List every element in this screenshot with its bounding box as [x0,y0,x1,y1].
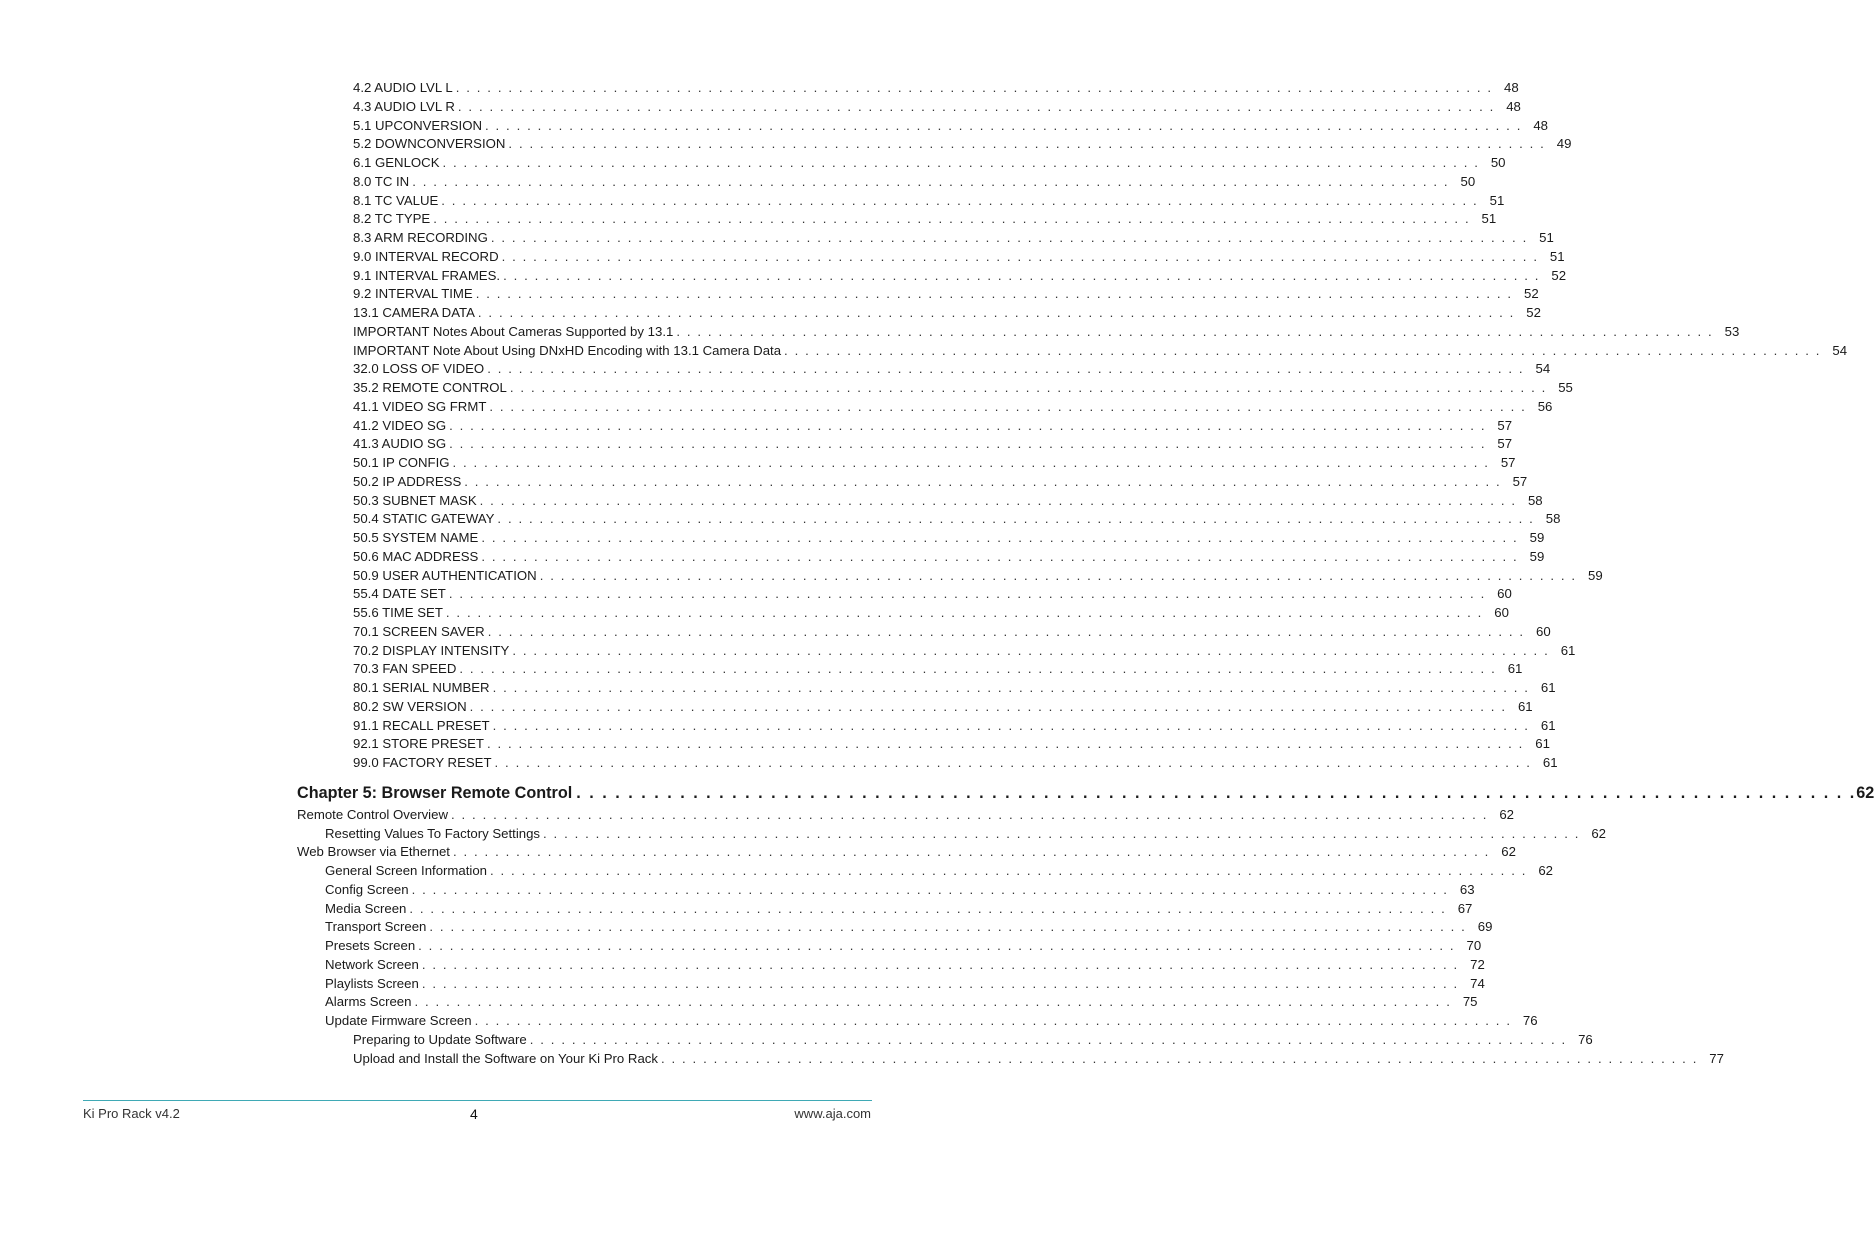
toc-section-upper [0,79,1848,773]
toc-entry-page: 61 [1560,642,1576,658]
toc-entry-page: 49 [1556,136,1572,152]
toc-entry-title: 80.2 SW VERSION [353,698,470,717]
toc-entry-page: 53 [1724,323,1740,339]
toc-entry-title: 8.3 ARM RECORDING [353,229,491,248]
toc-entry[interactable] [325,1012,1538,1031]
toc-entry[interactable] [325,993,1478,1012]
dot-leader: . . . . . . . . . . . . . . . . . . . . . . . . . . . . . . . . . . . . . . . . . . . . . . . . . . . . . . . . . . . . . . . . . . . . . . . . . . . . . . . . . . . . . . . . . . . . . . . . . . . [459,661,1497,677]
toc-entry-page: 60 [1536,623,1551,639]
toc-entry-title: 9.1 INTERVAL FRAMES. [353,267,503,286]
toc-entry-title: Media Screen [325,900,409,919]
toc-entry-page: 62 [1591,825,1607,841]
toc-entry-title: 41.1 VIDEO SG FRMT [353,398,489,417]
toc-entry-page: 48 [1533,117,1548,133]
toc-chapter-heading[interactable] [297,780,1874,806]
toc-entry-title: 13.1 CAMERA DATA [353,304,478,323]
footer-rule [83,1100,872,1101]
dot-leader: . . . . . . . . . . . . . . . . . . . . . . . . . . . . . . . . . . . . . . . . . . . . . . . . . . . . . . . . . . . . . . . . . . . . . . . . . . . . . . . . . . . . . . . . . . . . . . . . . . . [509,380,1547,395]
toc-entry-title: 9.2 INTERVAL TIME [353,285,476,304]
dot-leader: . . . . . . . . . . . . . . . . . . . . . . . . . . . . . . . . . . . . . . . . . . . . . . . . . . . . . . . . . . . . . . . . . . . . . . . . . . . . . . . . . . . . . . . . . . . . . . . . . . . [576,783,1857,802]
toc-entry[interactable] [353,173,1476,192]
toc-entry-title: General Screen Information [325,862,490,881]
dot-leader: . . . . . . . . . . . . . . . . . . . . . . . . . . . . . . . . . . . . . . . . . . . . . . . . . . . . . . . . . . . . . . . . . . . . . . . . . . . . . . . . . . . . . . . . . . . . . . . . . . . [486,736,1524,752]
toc-entry[interactable] [353,642,1576,661]
toc-entry-page: 57 [1500,455,1516,470]
dot-leader: . . . . . . . . . . . . . . . . . . . . . . . . . . . . . . . . . . . . . . . . . . . . . . . . . . . . . . . . . . . . . . . . . . . . . . . . . . . . . . . . . . . . . . . . . . . . . . . . . . . [492,717,1530,733]
dot-leader: . . . . . . . . . . . . . . . . . . . . . . . . . . . . . . . . . . . . . . . . . . . . . . . . . . . . . . . . . . . . . . . . . . . . . . . . . . . . . . . . . . . . . . . . . . . . . . . . . . . [529,1031,1567,1047]
toc-entry-title: 50.2 IP ADDRESS [353,473,464,492]
toc-entry-page: 61 [1542,755,1558,770]
dot-leader: . . . . . . . . . . . . . . . . . . . . . . . . . . . . . . . . . . . . . . . . . . . . . . . . . . . . . . . . . . . . . . . . . . . . . . . . . . . . . . . . . . . . . . . . . . . . . . . . . . . [433,211,1471,227]
toc-entry-page: 51 [1539,230,1554,245]
dot-leader: . . . . . . . . . . . . . . . . . . . . . . . . . . . . . . . . . . . . . . . . . . . . . . . . . . . . . . . . . . . . . . . . . . . . . . . . . . . . . . . . . . . . . . . . . . . . . . . . . . . [503,267,1541,283]
toc-entry-page: 62 [1538,863,1553,878]
toc-entry[interactable] [353,192,1505,211]
dot-leader: . . . . . . . . . . . . . . . . . . . . . . . . . . . . . . . . . . . . . . . . . . . . . . . . . . . . . . . . . . . . . . . . . . . . . . . . . . . . . . . . . . . . . . . . . . . . . . . . . . . [508,136,1546,152]
toc-entry-page: 62 [1499,806,1514,822]
toc-entry[interactable] [353,698,1533,717]
dot-leader: . . . . . . . . . . . . . . . . . . . . . . . . . . . . . . . . . . . . . . . . . . . . . . . . . . . . . . . . . . . . . . . . . . . . . . . . . . . . . . . . . . . . . . . . . . . . . . . . . . . [445,605,1483,620]
dot-leader: . . . . . . . . . . . . . . . . . . . . . . . . . . . . . . . . . . . . . . . . . . . . . . . . . . . . . . . . . . . . . . . . . . . . . . . . . . . . . . . . . . . . . . . . . . . . . . . . . . . [421,975,1459,991]
toc-entry[interactable] [353,623,1551,642]
toc-entry-title: 50.9 USER AUTHENTICATION [353,567,540,586]
toc-entry-title: 80.1 SERIAL NUMBER [353,679,493,698]
toc-entry-title: Network Screen [325,956,422,975]
dot-leader: . . . . . . . . . . . . . . . . . . . . . . . . . . . . . . . . . . . . . . . . . . . . . . . . . . . . . . . . . . . . . . . . . . . . . . . . . . . . . . . . . . . . . . . . . . . . . . . . . . . [479,492,1517,508]
toc-entry[interactable] [353,248,1565,267]
dot-leader: . . . . . . . . . . . . . . . . . . . . . . . . . . . . . . . . . . . . . . . . . . . . . . . . . . . . . . . . . . . . . . . . . . . . . . . . . . . . . . . . . . . . . . . . . . . . . . . . . . . [539,567,1577,583]
dot-leader: . . . . . . . . . . . . . . . . . . . . . . . . . . . . . . . . . . . . . . . . . . . . . . . . . . . . . . . . . . . . . . . . . . . . . . . . . . . . . . . . . . . . . . . . . . . . . . . . . . . [487,623,1525,639]
toc-entry[interactable] [353,717,1556,736]
dot-leader: . . . . . . . . . . . . . . . . . . . . . . . . . . . . . . . . . . . . . . . . . . . . . . . . . . . . . . . . . . . . . . . . . . . . . . . . . . . . . . . . . . . . . . . . . . . . . . . . . . . [429,919,1467,935]
toc-entry[interactable] [353,529,1545,548]
toc-entry-title: IMPORTANT Note About Using DNxHD Encoding with 13.1 Camera Data [353,342,784,361]
dot-leader: . . . . . . . . . . . . . . . . . . . . . . . . . . . . . . . . . . . . . . . . . . . . . . . . . . . . . . . . . . . . . . . . . . . . . . . . . . . . . . . . . . . . . . . . . . . . . . . . . . . [452,455,1490,470]
toc-entry[interactable] [353,735,1550,754]
dot-leader: . . . . . . . . . . . . . . . . . . . . . . . . . . . . . . . . . . . . . . . . . . . . . . . . . . . . . . . . . . . . . . . . . . . . . . . . . . . . . . . . . . . . . . . . . . . . . . . . . . . [489,398,1527,414]
toc-entry-title: 55.4 DATE SET [353,585,449,604]
dot-leader: . . . . . . . . . . . . . . . . . . . . . . . . . . . . . . . . . . . . . . . . . . . . . . . . . . . . . . . . . . . . . . . . . . . . . . . . . . . . . . . . . . . . . . . . . . . . . . . . . . . [484,117,1522,133]
toc-entry-page: 52 [1526,305,1541,320]
toc-entry-page: 54 [1535,361,1551,377]
dot-leader: . . . . . . . . . . . . . . . . . . . . . . . . . . . . . . . . . . . . . . . . . . . . . . . . . . . . . . . . . . . . . . . . . . . . . . . . . . . . . . . . . . . . . . . . . . . . . . . . . . . [464,473,1502,489]
toc-entry[interactable] [353,454,1516,473]
dot-leader: . . . . . . . . . . . . . . . . . . . . . . . . . . . . . . . . . . . . . . . . . . . . . . . . . . . . . . . . . . . . . . . . . . . . . . . . . . . . . . . . . . . . . . . . . . . . . . . . . . . [492,680,1530,695]
dot-leader: . . . . . . . . . . . . . . . . . . . . . . . . . . . . . . . . . . . . . . . . . . . . . . . . . . . . . . . . . . . . . . . . . . . . . . . . . . . . . . . . . . . . . . . . . . . . . . . . . . . [469,698,1507,714]
toc-entry-page: 72 [1470,956,1485,972]
toc-entry-page: 76 [1578,1031,1593,1047]
toc-entry-title: 50.4 STATIC GATEWAY [353,510,497,529]
footer-product: Ki Pro Rack v4.2 [83,1106,180,1121]
toc-entry[interactable] [353,548,1545,567]
toc-entry-title: 4.3 AUDIO LVL R [353,98,458,117]
dot-leader: . . . . . . . . . . . . . . . . . . . . . . . . . . . . . . . . . . . . . . . . . . . . . . . . . . . . . . . . . . . . . . . . . . . . . . . . . . . . . . . . . . . . . . . . . . . . . . . . . . . [497,511,1535,527]
toc-entry-page: 52 [1551,267,1567,283]
dot-leader: . . . . . . . . . . . . . . . . . . . . . . . . . . . . . . . . . . . . . . . . . . . . . . . . . . . . . . . . . . . . . . . . . . . . . . . . . . . . . . . . . . . . . . . . . . . . . . . . . . . [494,755,1532,770]
dot-leader: . . . . . . . . . . . . . . . . . . . . . . . . . . . . . . . . . . . . . . . . . . . . . . . . . . . . . . . . . . . . . . . . . . . . . . . . . . . . . . . . . . . . . . . . . . . . . . . . . . . [660,1050,1698,1066]
toc-entry-title: 35.2 REMOTE CONTROL [353,379,510,398]
toc-entry[interactable] [353,98,1521,117]
toc-entry-page: 58 [1527,492,1543,508]
toc-entry[interactable] [353,604,1509,623]
toc-entry-page: 56 [1537,398,1553,414]
dot-leader: . . . . . . . . . . . . . . . . . . . . . . . . . . . . . . . . . . . . . . . . . . . . . . . . . . . . . . . . . . . . . . . . . . . . . . . . . . . . . . . . . . . . . . . . . . . . . . . . . . . [418,938,1456,953]
dot-leader: . . . . . . . . . . . . . . . . . . . . . . . . . . . . . . . . . . . . . . . . . . . . . . . . . . . . . . . . . . . . . . . . . . . . . . . . . . . . . . . . . . . . . . . . . . . . . . . . . . . [452,844,1490,860]
table-of-contents [0,79,1874,1068]
toc-entry[interactable] [353,398,1553,417]
toc-entry-title: IMPORTANT Notes About Cameras Supported by 13.1 [353,323,676,342]
dot-leader: . . . . . . . . . . . . . . . . . . . . . . . . . . . . . . . . . . . . . . . . . . . . . . . . . . . . . . . . . . . . . . . . . . . . . . . . . . . . . . . . . . . . . . . . . . . . . . . . . . . [409,900,1447,916]
toc-entry-title: 41.2 VIDEO SG [353,417,449,436]
toc-entry-title: Config Screen [325,881,412,900]
toc-entry[interactable] [353,323,1740,342]
dot-leader: . . . . . . . . . . . . . . . . . . . . . . . . . . . . . . . . . . . . . . . . . . . . . . . . . . . . . . . . . . . . . . . . . . . . . . . . . . . . . . . . . . . . . . . . . . . . . . . . . . . [490,230,1528,245]
toc-entry[interactable] [353,117,1548,136]
toc-entry-page: 69 [1477,919,1493,935]
toc-entry-page: 61 [1540,717,1556,733]
toc-entry-page: 48 [1504,80,1519,95]
toc-entry[interactable] [297,843,1516,862]
toc-entry-page: 57 [1512,473,1528,489]
toc-entry-page: 59 [1529,548,1545,564]
dot-leader: . . . . . . . . . . . . . . . . . . . . . . . . . . . . . . . . . . . . . . . . . . . . . . . . . . . . . . . . . . . . . . . . . . . . . . . . . . . . . . . . . . . . . . . . . . . . . . . . . . . [450,806,1488,822]
toc-entry-page: 74 [1470,975,1485,991]
toc-entry[interactable] [325,975,1485,994]
toc-entry[interactable] [353,417,1513,436]
dot-leader: . . . . . . . . . . . . . . . . . . . . . . . . . . . . . . . . . . . . . . . . . . . . . . . . . . . . . . . . . . . . . . . . . . . . . . . . . . . . . . . . . . . . . . . . . . . . . . . . . . . [411,881,1449,897]
toc-entry-page: 50 [1460,173,1476,189]
toc-entry[interactable] [353,210,1497,229]
toc-entry-page: 67 [1457,900,1473,916]
dot-leader: . . . . . . . . . . . . . . . . . . . . . . . . . . . . . . . . . . . . . . . . . . . . . . . . . . . . . . . . . . . . . . . . . . . . . . . . . . . . . . . . . . . . . . . . . . . . . . . . . . . [784,342,1822,358]
toc-entry-page: 60 [1494,605,1509,620]
toc-entry[interactable] [353,79,1519,98]
toc-entry-title: 41.3 AUDIO SG [353,435,449,454]
toc-entry[interactable] [353,585,1512,604]
toc-entry-title: 9.0 INTERVAL RECORD [353,248,502,267]
toc-entry[interactable] [325,881,1475,900]
dot-leader: . . . . . . . . . . . . . . . . . . . . . . . . . . . . . . . . . . . . . . . . . . . . . . . . . . . . . . . . . . . . . . . . . . . . . . . . . . . . . . . . . . . . . . . . . . . . . . . . . . . [676,323,1714,339]
toc-entry-title: 70.2 DISPLAY INTENSITY [353,642,512,661]
dot-leader: . . . . . . . . . . . . . . . . . . . . . . . . . . . . . . . . . . . . . . . . . . . . . . . . . . . . . . . . . . . . . . . . . . . . . . . . . . . . . . . . . . . . . . . . . . . . . . . . . . . [449,436,1487,452]
toc-entry-page: 60 [1497,586,1512,602]
toc-entry-title: Transport Screen [325,918,429,937]
toc-entry[interactable] [325,937,1482,956]
dot-leader: . . . . . . . . . . . . . . . . . . . . . . . . . . . . . . . . . . . . . . . . . . . . . . . . . . . . . . . . . . . . . . . . . . . . . . . . . . . . . . . . . . . . . . . . . . . . . . . . . . . [490,863,1527,878]
toc-entry-title: 5.2 DOWNCONVERSION [353,135,508,154]
toc-entry[interactable] [297,806,1514,825]
toc-entry[interactable] [353,360,1551,379]
toc-entry[interactable] [353,492,1543,511]
toc-entry-title: 50.3 SUBNET MASK [353,492,480,511]
toc-entry-title: Playlists Screen [325,975,422,994]
toc-entry[interactable] [353,267,1567,286]
toc-entry-title: 55.6 TIME SET [353,604,446,623]
toc-entry[interactable] [353,473,1528,492]
toc-entry[interactable] [353,285,1539,304]
dot-leader: . . . . . . . . . . . . . . . . . . . . . . . . . . . . . . . . . . . . . . . . . . . . . . . . . . . . . . . . . . . . . . . . . . . . . . . . . . . . . . . . . . . . . . . . . . . . . . . . . . . [477,305,1515,320]
toc-entry[interactable] [353,510,1561,529]
toc-entry[interactable] [353,660,1523,679]
toc-entry-page: 77 [1709,1050,1724,1066]
toc-entry-title: Presets Screen [325,937,418,956]
toc-entry-title: 8.0 TC IN [353,173,412,192]
toc-entry-page: 76 [1522,1013,1538,1028]
toc-entry-title: Web Browser via Ethernet [297,843,453,862]
chapter-title: Chapter 5: Browser Remote Control [297,783,573,802]
toc-section-lower [0,806,1724,1069]
toc-entry-title: 32.0 LOSS OF VIDEO [353,360,487,379]
footer-website: www.aja.com [794,1106,871,1121]
toc-entry-title: 50.1 IP CONFIG [353,454,453,473]
toc-entry-page: 61 [1540,680,1556,695]
toc-entry-page: 57 [1497,436,1513,452]
toc-entry[interactable] [353,304,1541,323]
dot-leader: . . . . . . . . . . . . . . . . . . . . . . . . . . . . . . . . . . . . . . . . . . . . . . . . . . . . . . . . . . . . . . . . . . . . . . . . . . . . . . . . . . . . . . . . . . . . . . . . . . . [448,586,1486,602]
toc-entry[interactable] [325,956,1485,975]
toc-entry-page: 59 [1529,530,1545,545]
toc-entry-page: 70 [1466,938,1482,953]
toc-entry[interactable] [353,229,1554,248]
toc-entry[interactable] [325,918,1493,937]
toc-entry[interactable] [325,900,1473,919]
toc-entry[interactable] [325,825,1607,844]
toc-entry-title: 8.2 TC TYPE [353,210,433,229]
toc-entry[interactable] [353,135,1572,154]
dot-leader: . . . . . . . . . . . . . . . . . . . . . . . . . . . . . . . . . . . . . . . . . . . . . . . . . . . . . . . . . . . . . . . . . . . . . . . . . . . . . . . . . . . . . . . . . . . . . . . . . . . [481,530,1519,545]
dot-leader: . . . . . . . . . . . . . . . . . . . . . . . . . . . . . . . . . . . . . . . . . . . . . . . . . . . . . . . . . . . . . . . . . . . . . . . . . . . . . . . . . . . . . . . . . . . . . . . . . . . [449,417,1487,433]
dot-leader: . . . . . . . . . . . . . . . . . . . . . . . . . . . . . . . . . . . . . . . . . . . . . . . . . . . . . . . . . . . . . . . . . . . . . . . . . . . . . . . . . . . . . . . . . . . . . . . . . . . [455,80,1493,95]
toc-entry-page: 62 [1501,844,1516,860]
toc-entry-title: 92.1 STORE PRESET [353,735,487,754]
toc-entry-page: 59 [1588,567,1603,583]
dot-leader: . . . . . . . . . . . . . . . . . . . . . . . . . . . . . . . . . . . . . . . . . . . . . . . . . . . . . . . . . . . . . . . . . . . . . . . . . . . . . . . . . . . . . . . . . . . . . . . . . . . [442,155,1480,170]
toc-entry-page: 55 [1558,380,1573,395]
toc-entry-title: Alarms Screen [325,993,414,1012]
toc-entry[interactable] [353,1031,1593,1050]
toc-entry-title: 6.1 GENLOCK [353,154,443,173]
toc-entry-page: 52 [1524,286,1539,302]
toc-entry-title: 5.1 UPCONVERSION [353,117,485,136]
toc-entry-title: Update Firmware Screen [325,1012,475,1031]
toc-entry-title: Resetting Values To Factory Settings [325,825,543,844]
toc-entry-title: 4.2 AUDIO LVL L [353,79,456,98]
toc-entry-title: 50.5 SYSTEM NAME [353,529,481,548]
footer-page-number: 4 [470,1106,478,1122]
toc-entry-title: 99.0 FACTORY RESET [353,754,495,773]
toc-entry[interactable] [353,435,1513,454]
dot-leader: . . . . . . . . . . . . . . . . . . . . . . . . . . . . . . . . . . . . . . . . . . . . . . . . . . . . . . . . . . . . . . . . . . . . . . . . . . . . . . . . . . . . . . . . . . . . . . . . . . . [421,956,1459,972]
toc-entry[interactable] [353,154,1506,173]
toc-entry-page: 61 [1517,698,1533,714]
toc-entry[interactable] [353,379,1573,398]
toc-entry-title: Preparing to Update Software [353,1031,530,1050]
toc-entry-title: 91.1 RECALL PRESET [353,717,493,736]
toc-entry-page: 50 [1490,155,1506,170]
toc-entry-title: 50.6 MAC ADDRESS [353,548,481,567]
toc-entry[interactable] [353,1050,1724,1069]
dot-leader: . . . . . . . . . . . . . . . . . . . . . . . . . . . . . . . . . . . . . . . . . . . . . . . . . . . . . . . . . . . . . . . . . . . . . . . . . . . . . . . . . . . . . . . . . . . . . . . . . . . [501,248,1539,264]
toc-entry-page: 58 [1545,511,1561,527]
toc-entry-page: 51 [1489,192,1505,208]
dot-leader: . . . . . . . . . . . . . . . . . . . . . . . . . . . . . . . . . . . . . . . . . . . . . . . . . . . . . . . . . . . . . . . . . . . . . . . . . . . . . . . . . . . . . . . . . . . . . . . . . . . [475,286,1513,302]
dot-leader: . . . . . . . . . . . . . . . . . . . . . . . . . . . . . . . . . . . . . . . . . . . . . . . . . . . . . . . . . . . . . . . . . . . . . . . . . . . . . . . . . . . . . . . . . . . . . . . . . . . [487,361,1525,377]
toc-entry-page: 51 [1549,248,1565,264]
toc-entry-page: 63 [1459,881,1475,897]
toc-entry-title: Upload and Install the Software on Your Ki Pro Rack [353,1050,661,1069]
toc-entry-title: Remote Control Overview [297,806,451,825]
toc-entry-page: 61 [1535,736,1550,752]
toc-entry-title: 70.3 FAN SPEED [353,660,459,679]
dot-leader: . . . . . . . . . . . . . . . . . . . . . . . . . . . . . . . . . . . . . . . . . . . . . . . . . . . . . . . . . . . . . . . . . . . . . . . . . . . . . . . . . . . . . . . . . . . . . . . . . . . [412,173,1450,189]
dot-leader: . . . . . . . . . . . . . . . . . . . . . . . . . . . . . . . . . . . . . . . . . . . . . . . . . . . . . . . . . . . . . . . . . . . . . . . . . . . . . . . . . . . . . . . . . . . . . . . . . . . [457,98,1495,114]
toc-entry[interactable] [353,679,1556,698]
toc-entry-page: 61 [1507,661,1523,677]
toc-entry-page: 54 [1832,342,1848,358]
toc-entry-title: 8.1 TC VALUE [353,192,441,211]
toc-entry-page: 75 [1462,994,1478,1010]
chapter-page: 62 [1856,783,1874,802]
toc-entry[interactable] [353,342,1848,361]
dot-leader: . . . . . . . . . . . . . . . . . . . . . . . . . . . . . . . . . . . . . . . . . . . . . . . . . . . . . . . . . . . . . . . . . . . . . . . . . . . . . . . . . . . . . . . . . . . . . . . . . . . [441,192,1479,208]
dot-leader: . . . . . . . . . . . . . . . . . . . . . . . . . . . . . . . . . . . . . . . . . . . . . . . . . . . . . . . . . . . . . . . . . . . . . . . . . . . . . . . . . . . . . . . . . . . . . . . . . . . [481,548,1519,564]
toc-entry-page: 48 [1506,98,1521,114]
toc-entry-page: 51 [1481,211,1497,227]
toc-entry-title: 70.1 SCREEN SAVER [353,623,488,642]
dot-leader: . . . . . . . . . . . . . . . . . . . . . . . . . . . . . . . . . . . . . . . . . . . . . . . . . . . . . . . . . . . . . . . . . . . . . . . . . . . . . . . . . . . . . . . . . . . . . . . . . . . [543,825,1581,841]
dot-leader: . . . . . . . . . . . . . . . . . . . . . . . . . . . . . . . . . . . . . . . . . . . . . . . . . . . . . . . . . . . . . . . . . . . . . . . . . . . . . . . . . . . . . . . . . . . . . . . . . . . [414,994,1452,1010]
toc-entry[interactable] [325,862,1553,881]
toc-entry-page: 57 [1497,417,1513,433]
toc-entry[interactable] [353,754,1558,773]
dot-leader: . . . . . . . . . . . . . . . . . . . . . . . . . . . . . . . . . . . . . . . . . . . . . . . . . . . . . . . . . . . . . . . . . . . . . . . . . . . . . . . . . . . . . . . . . . . . . . . . . . . [474,1013,1512,1028]
toc-entry[interactable] [353,567,1603,586]
dot-leader: . . . . . . . . . . . . . . . . . . . . . . . . . . . . . . . . . . . . . . . . . . . . . . . . . . . . . . . . . . . . . . . . . . . . . . . . . . . . . . . . . . . . . . . . . . . . . . . . . . . [512,642,1550,658]
